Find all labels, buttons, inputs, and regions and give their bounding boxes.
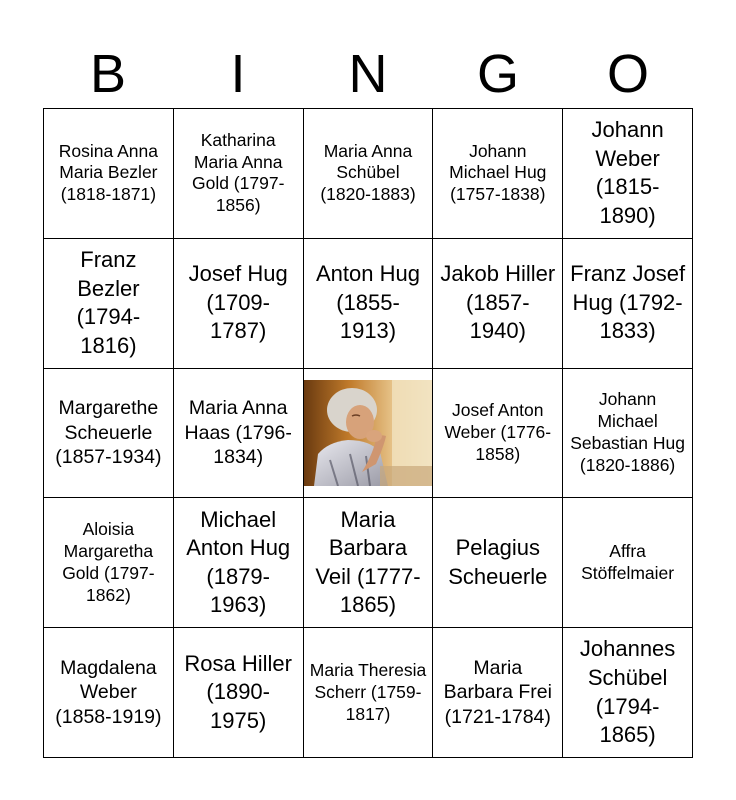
bingo-cell[interactable] (44, 369, 174, 499)
cell-label: Jakob Hiller (1857-1940) (440, 261, 556, 344)
bingo-cell[interactable] (304, 628, 434, 758)
bingo-header (43, 40, 693, 108)
cell-label: Rosina Anna Maria Bezler (1818-1871) (58, 140, 159, 205)
cell-label: Maria Barbara Frei (1721-1784) (443, 657, 552, 728)
header-letter-o: O (606, 44, 649, 104)
free-space[interactable] (304, 369, 434, 499)
header-letter-g: G (476, 44, 519, 104)
bingo-cell[interactable] (174, 369, 304, 499)
cell-label: Affra Stöffelmaier (581, 540, 675, 583)
cell-label: Josef Anton Weber (1776-1858) (444, 400, 552, 464)
bingo-cell[interactable] (174, 239, 304, 369)
cell-label: Johann Michael Sebastian Hug (1820-1886) (570, 389, 685, 475)
bingo-cell[interactable] (563, 109, 693, 239)
bingo-cell[interactable] (563, 498, 693, 628)
cell-label: Johann Michael Hug (1757-1838) (449, 140, 547, 205)
cell-label: Josef Hug (1709-1787) (188, 261, 288, 344)
bingo-cell[interactable] (563, 628, 693, 758)
header-letter-i: I (230, 44, 246, 104)
cell-label: Margarethe Scheuerle (1857-1934) (55, 397, 162, 469)
bingo-cell[interactable] (44, 498, 174, 628)
bingo-cell[interactable] (304, 498, 434, 628)
bingo-cell[interactable] (44, 628, 174, 758)
bingo-cell[interactable] (304, 109, 434, 239)
bingo-cell[interactable] (174, 628, 304, 758)
cell-label: Pelagius Scheuerle (448, 535, 548, 589)
cell-label: Michael Anton Hug (1879-1963) (186, 506, 291, 618)
cell-label: Franz Bezler (1794-1816) (76, 247, 141, 358)
bingo-cell[interactable] (174, 498, 304, 628)
bingo-cell[interactable] (44, 239, 174, 369)
bingo-cell[interactable] (433, 109, 563, 239)
cell-label: Magdalena Weber (1858-1919) (55, 657, 162, 728)
cell-label: Johann Weber (1815-1890) (591, 117, 664, 228)
header-letter-b: B (89, 44, 127, 104)
bingo-cell[interactable] (44, 109, 174, 239)
cell-label: Anton Hug (1855-1913) (316, 261, 420, 344)
bingo-cell[interactable] (433, 628, 563, 758)
bingo-cell[interactable] (433, 498, 563, 628)
cell-label: Johannes Schübel (1794-1865) (579, 636, 676, 748)
bingo-cell[interactable] (563, 239, 693, 369)
bingo-cell[interactable] (563, 369, 693, 499)
cell-label: Maria Theresia Scherr (1759-1817) (309, 659, 427, 724)
cell-label: Rosa Hiller (1890-1975) (184, 650, 292, 733)
cell-label: Maria Anna Haas (1796-1834) (184, 397, 292, 469)
cell-label: Franz Josef Hug (1792-1833) (570, 261, 686, 344)
cell-label: Maria Anna Schübel (1820-1883) (320, 140, 416, 205)
bingo-cell[interactable] (433, 239, 563, 369)
bingo-cell[interactable] (304, 239, 434, 369)
header-letter-n: N (348, 44, 388, 104)
cell-label: Aloisia Margaretha Gold (1797-1862) (62, 519, 155, 605)
cell-label: Maria Barbara Veil (1777-1865) (315, 506, 421, 618)
bingo-cell[interactable] (433, 369, 563, 499)
bingo-card (43, 108, 693, 758)
portrait-photo-icon (304, 380, 432, 486)
bingo-cell[interactable] (174, 109, 304, 239)
cell-label: Katharina Maria Anna Gold (1797-1856) (191, 129, 285, 216)
